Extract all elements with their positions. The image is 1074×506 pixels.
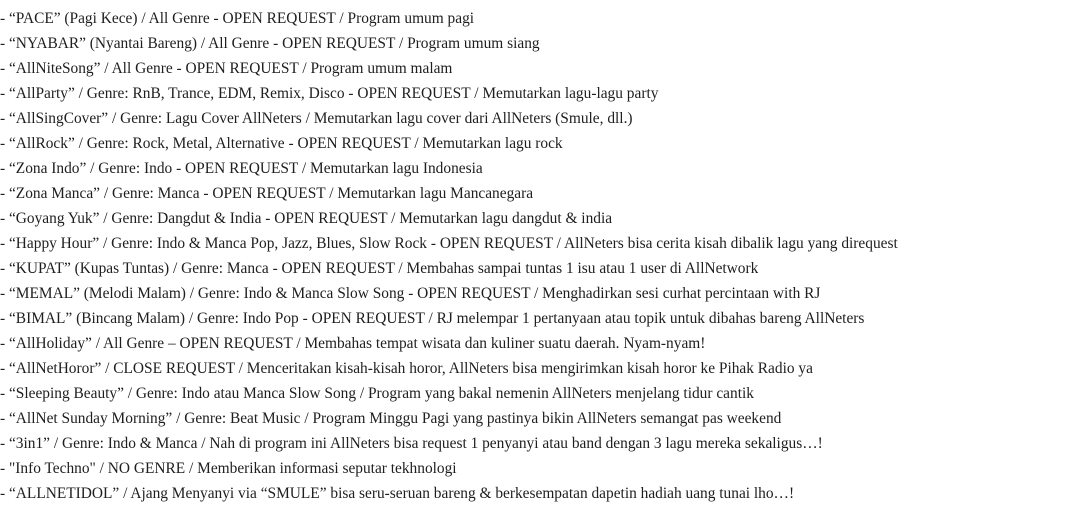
program-item-allnetidol: - “ALLNETIDOL” / Ajang Menyanyi via “SMULE” bisa seru-seruan bareng & berkesempatan dapetin hadiah uang tunai lho…!: [0, 485, 795, 502]
program-item-3in1: - “3in1” / Genre: Indo & Manca / Nah di program ini AllNeters bisa request 1 penyanyi atau band dengan 3 lagu mereka sekaligus…!: [0, 435, 823, 452]
program-item-allholiday: - “AllHoliday” / All Genre – OPEN REQUEST / Membahas tempat wisata dan kuliner suatu daerah. Nyam-nyam!: [0, 335, 706, 352]
program-item-sleeping-beauty: - “Sleeping Beauty” / Genre: Indo atau Manca Slow Song / Program yang bakal nemenin AllNeters menjelang tidur cantik: [0, 385, 754, 402]
program-item-bimal: - “BIMAL” (Bincang Malam) / Genre: Indo Pop - OPEN REQUEST / RJ melempar 1 pertanyaan atau topik untuk dibahas bareng AllNeters: [0, 310, 865, 327]
program-item-memal: - “MEMAL” (Melodi Malam) / Genre: Indo & Manca Slow Song - OPEN REQUEST / Menghadirkan sesi curhat percintaan with RJ: [0, 285, 821, 302]
program-item-allparty: - “AllParty” / Genre: RnB, Trance, EDM, Remix, Disco - OPEN REQUEST / Memutarkan lagu-lagu party: [0, 85, 659, 102]
program-item-zona-indo: - “Zona Indo” / Genre: Indo - OPEN REQUEST / Memutarkan lagu Indonesia: [0, 160, 483, 177]
program-item-zona-manca: - “Zona Manca” / Genre: Manca - OPEN REQUEST / Memutarkan lagu Mancanegara: [0, 185, 534, 202]
program-item-kupat: - “KUPAT” (Kupas Tuntas) / Genre: Manca - OPEN REQUEST / Membahas sampai tuntas 1 isu atau 1 user di AllNetwork: [0, 260, 759, 277]
program-item-nyabar: - “NYABAR” (Nyantai Bareng) / All Genre - OPEN REQUEST / Program umum siang: [0, 35, 540, 52]
program-item-allrock: - “AllRock” / Genre: Rock, Metal, Alternative - OPEN REQUEST / Memutarkan lagu rock: [0, 135, 563, 152]
program-item-pace: - “PACE” (Pagi Kece) / All Genre - OPEN REQUEST / Program umum pagi: [0, 10, 475, 27]
program-item-happy-hour: - “Happy Hour” / Genre: Indo & Manca Pop, Jazz, Blues, Slow Rock - OPEN REQUEST / AllNeters bisa cerita kisah dibalik lagu yang direquest: [0, 235, 898, 252]
program-item-allnitesong: - “AllNiteSong” / All Genre - OPEN REQUEST / Program umum malam: [0, 60, 453, 77]
program-item-info-techno: - "Info Techno" / NO GENRE / Memberikan informasi seputar tekhnologi: [0, 460, 457, 477]
program-item-goyang-yuk: - “Goyang Yuk” / Genre: Dangdut & India - OPEN REQUEST / Memutarkan lagu dangdut & india: [0, 210, 613, 227]
program-item-allnethoror: - “AllNetHoror” / CLOSE REQUEST / Menceritakan kisah-kisah horor, AllNeters bisa mengirimkan kisah horor ke Pihak Radio ya: [0, 360, 813, 377]
program-item-allnet-sunday-morning: - “AllNet Sunday Morning” / Genre: Beat Music / Program Minggu Pagi yang pastinya bikin AllNeters semangat pas weekend: [0, 410, 782, 427]
program-item-allsingcover: - “AllSingCover” / Genre: Lagu Cover AllNeters / Memutarkan lagu cover dari AllNeters (Smule, dll.): [0, 110, 633, 127]
